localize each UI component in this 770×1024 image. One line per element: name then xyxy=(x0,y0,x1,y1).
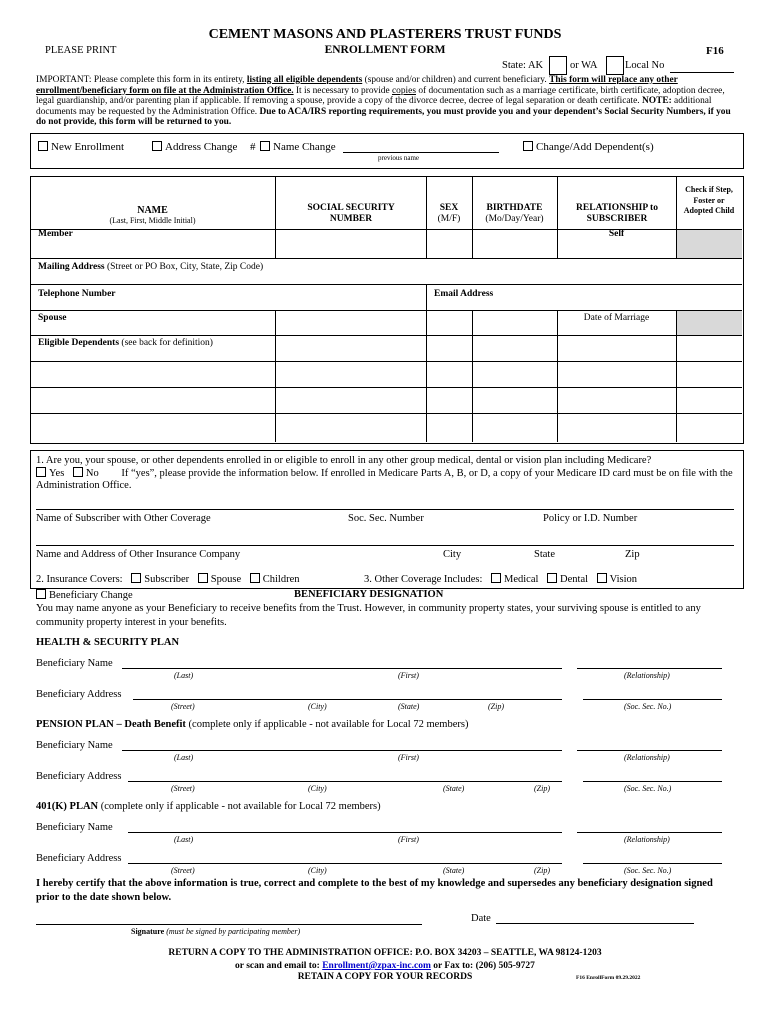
name-change-option[interactable]: Name Change xyxy=(260,141,336,153)
other-zip-label: Zip xyxy=(625,549,640,560)
hs-beneficiary-relationship-field[interactable] xyxy=(577,668,722,669)
other-state-label: State xyxy=(534,549,555,560)
pension-beneficiary-ssn-field[interactable] xyxy=(583,781,722,782)
footer-retain-note: RETAIN A COPY FOR YOUR RECORDS xyxy=(297,972,473,982)
hs-relationship-caption: (Relationship) xyxy=(624,671,670,680)
medicare-no-checkbox[interactable] xyxy=(73,467,83,477)
form-code: F16 xyxy=(706,45,724,57)
beneficiary-change-option[interactable]: Beneficiary Change xyxy=(36,589,133,601)
change-add-dependents-checkbox[interactable] xyxy=(523,141,533,151)
certification-text: I hereby certify that the above information is true, correct and complete to the best of my knowledge and supersedes any beneficiary designation signed prior to the date shown below. xyxy=(36,878,713,903)
k401-beneficiary-name-label: Beneficiary Name xyxy=(36,822,113,833)
subscriber-name-label: Name of Subscriber with Other Coverage xyxy=(36,513,211,524)
previous-name-label: previous name xyxy=(378,154,420,162)
footer-email-link[interactable]: Enrollment@zpax-inc.com xyxy=(322,961,431,971)
insurance-company-label: Name and Address of Other Insurance Company xyxy=(36,549,241,560)
date-label: Date xyxy=(471,913,491,924)
pension-state-caption: (State) xyxy=(443,784,465,793)
covers-spouse-checkbox[interactable] xyxy=(198,573,208,583)
other-ssn-label: Soc. Sec. Number xyxy=(348,513,424,524)
self-label: Self xyxy=(608,229,625,239)
col-sex-header: SEX xyxy=(439,203,459,213)
pension-street-caption: (Street) xyxy=(171,784,195,793)
col-birthdate-subheader: (Mo/Day/Year) xyxy=(485,214,544,224)
k401-street-caption: (Street) xyxy=(171,866,195,875)
coverage-includes-row: 3. Other Coverage Includes: Medical Dental Vision xyxy=(364,574,638,585)
new-enrollment-option[interactable]: New Enrollment xyxy=(38,141,124,153)
pension-ssn-caption: (Soc. Sec. No.) xyxy=(624,784,672,793)
please-print-note: PLEASE PRINT xyxy=(45,45,117,56)
hs-city-caption: (City) xyxy=(308,702,327,711)
form-name: ENROLLMENT FORM xyxy=(324,44,446,56)
health-security-title: HEALTH & SECURITY PLAN xyxy=(36,637,180,648)
k401-first-caption: (First) xyxy=(398,835,419,844)
mailing-address-label: Mailing Address (Street or PO Box, City, State, Zip Code) xyxy=(38,262,264,272)
local-no-field[interactable] xyxy=(670,72,734,73)
address-change-option[interactable]: Address Change xyxy=(152,141,237,153)
pension-beneficiary-name-field[interactable] xyxy=(122,750,562,751)
local-no-label: Local No xyxy=(625,60,665,71)
pension-beneficiary-name-label: Beneficiary Name xyxy=(36,740,113,751)
includes-dental-checkbox[interactable] xyxy=(547,573,557,583)
k401-beneficiary-ssn-field[interactable] xyxy=(583,863,722,864)
pension-last-caption: (Last) xyxy=(174,753,194,762)
k401-ssn-caption: (Soc. Sec. No.) xyxy=(624,866,672,875)
spouse-check-shaded-cell xyxy=(677,310,742,335)
col-name-header: NAME xyxy=(137,205,168,216)
email-label: Email Address xyxy=(434,289,494,299)
covers-subscriber-checkbox[interactable] xyxy=(131,573,141,583)
footer-return-address: RETURN A COPY TO THE ADMINISTRATION OFFICE: P.O. BOX 34203 – SEATTLE, WA 98124-1203 xyxy=(168,948,602,958)
member-label: Member xyxy=(38,229,73,239)
hs-beneficiary-address-label: Beneficiary Address xyxy=(36,689,122,700)
insurance-covers-row: 2. Insurance Covers: Subscriber Spouse Children xyxy=(36,574,300,585)
includes-medical-checkbox[interactable] xyxy=(491,573,501,583)
state-ak-checkbox[interactable] xyxy=(549,56,567,75)
col-birthdate-header: BIRTHDATE xyxy=(486,203,543,213)
hs-beneficiary-address-field[interactable] xyxy=(133,699,562,700)
previous-name-field[interactable] xyxy=(343,152,499,153)
date-field[interactable] xyxy=(496,923,694,924)
hs-ssn-caption: (Soc. Sec. No.) xyxy=(624,702,672,711)
state-wa-checkbox[interactable] xyxy=(606,56,624,75)
hs-beneficiary-ssn-field[interactable] xyxy=(583,699,722,700)
col-adopted-header: Check if Step, Foster or Adopted Child xyxy=(683,185,735,215)
date-of-marriage-label: Date of Marriage xyxy=(583,313,650,323)
col-sex-subheader: (M/F) xyxy=(437,214,461,224)
k401-beneficiary-name-field[interactable] xyxy=(128,832,562,833)
new-enrollment-checkbox[interactable] xyxy=(38,141,48,151)
state-wa-label: or WA xyxy=(570,60,598,71)
spouse-label: Spouse xyxy=(38,313,67,323)
other-city-label: City xyxy=(443,549,462,560)
k401-beneficiary-address-label: Beneficiary Address xyxy=(36,853,122,864)
pension-beneficiary-address-field[interactable] xyxy=(128,781,562,782)
form-title: CEMENT MASONS AND PLASTERERS TRUST FUNDS xyxy=(208,27,562,42)
change-add-dependents-option[interactable]: Change/Add Dependent(s) xyxy=(523,141,654,153)
telephone-label: Telephone Number xyxy=(38,289,116,299)
hs-beneficiary-name-field[interactable] xyxy=(122,668,562,669)
hs-zip-caption: (Zip) xyxy=(488,702,504,711)
beneficiary-change-checkbox[interactable] xyxy=(36,589,46,599)
includes-vision-checkbox[interactable] xyxy=(597,573,607,583)
signature-field[interactable] xyxy=(36,924,422,925)
state-ak-label: State: AK xyxy=(502,60,544,71)
medicare-yes-checkbox[interactable] xyxy=(36,467,46,477)
address-change-checkbox[interactable] xyxy=(152,141,162,151)
pension-beneficiary-address-label: Beneficiary Address xyxy=(36,771,122,782)
k401-city-caption: (City) xyxy=(308,866,327,875)
covers-children-checkbox[interactable] xyxy=(250,573,260,583)
footer-form-id: F16 EnrollForm 09.29.2022 xyxy=(576,975,641,981)
hs-beneficiary-name-label: Beneficiary Name xyxy=(36,658,113,669)
hs-last-caption: (Last) xyxy=(174,671,194,680)
pension-zip-caption: (Zip) xyxy=(534,784,550,793)
k401-zip-caption: (Zip) xyxy=(534,866,550,875)
beneficiary-title: BENEFICIARY DESIGNATION xyxy=(294,589,444,600)
col-relationship-header: RELATIONSHIP to SUBSCRIBER xyxy=(576,203,658,224)
footer-contact: or scan and email to: Enrollment@zpax-inc.com or Fax to: (206) 505-9727 xyxy=(235,961,535,971)
k401-title: 401(K) PLAN (complete only if applicable - not available for Local 72 members) xyxy=(36,801,381,812)
member-check-shaded-cell xyxy=(677,229,742,258)
col-ssn-header: SOCIAL SECURITY NUMBER xyxy=(307,203,395,224)
hs-street-caption: (Street) xyxy=(171,702,195,711)
pension-relationship-caption: (Relationship) xyxy=(624,753,670,762)
hs-state-caption: (State) xyxy=(398,702,420,711)
k401-relationship-caption: (Relationship) xyxy=(624,835,670,844)
k401-beneficiary-relationship-field[interactable] xyxy=(577,832,722,833)
other-coverage-question: 1. Are you, your spouse, or other dependents enrolled in or eligible to enroll in any other group medical, dental or vision plan including Medicare? Yes No If “yes”, please provide the information below. If enrolled in Medicare Parts A, B, or D, a copy of your Medicare ID card must be on file with the Administration Office. xyxy=(36,455,733,491)
pension-title: PENSION PLAN – Death Benefit (complete only if applicable - not available for Local 72 members) xyxy=(36,719,469,730)
k401-beneficiary-address-field[interactable] xyxy=(128,863,562,864)
name-change-checkbox[interactable] xyxy=(260,141,270,151)
beneficiary-intro: You may name anyone as your Beneficiary to receive benefits from the Trust. However, in community property states, your surviving spouse is entitled to any community property interest in your benefits. xyxy=(36,603,701,628)
pension-first-caption: (First) xyxy=(398,753,419,762)
pension-beneficiary-relationship-field[interactable] xyxy=(577,750,722,751)
k401-last-caption: (Last) xyxy=(174,835,194,844)
eligible-dependents-label: Eligible Dependents (see back for definition) xyxy=(38,338,213,348)
signature-caption: Signature (must be signed by participating member) xyxy=(131,927,301,936)
col-name-subheader: (Last, First, Middle Initial) xyxy=(109,216,196,225)
policy-label: Policy or I.D. Number xyxy=(543,513,638,524)
hash-symbol: # xyxy=(250,141,256,153)
hs-first-caption: (First) xyxy=(398,671,419,680)
important-notice: IMPORTANT: Please complete this form in its entirety, listing all eligible dependents (spouse and/or children) and current beneficiary. This form will replace any other enrollment/beneficiary form on file at the Administration Office. It is necessary to provide copies of documentation such as a marriage certificate, birth certificate, adoption decree, legal guardianship, and/or parenting plan if applicable. If removing a spouse, provide a copy of the divorce decree, decree of legal separation or death certificate. NOTE: additional documents may be requested by the Administration Office. Due to ACA/IRS reporting requirements, you must provide you and your dependent’s Social Security Numbers, if you do not provide, this form will be returned to you. xyxy=(36,75,731,128)
k401-state-caption: (State) xyxy=(443,866,465,875)
pension-city-caption: (City) xyxy=(308,784,327,793)
